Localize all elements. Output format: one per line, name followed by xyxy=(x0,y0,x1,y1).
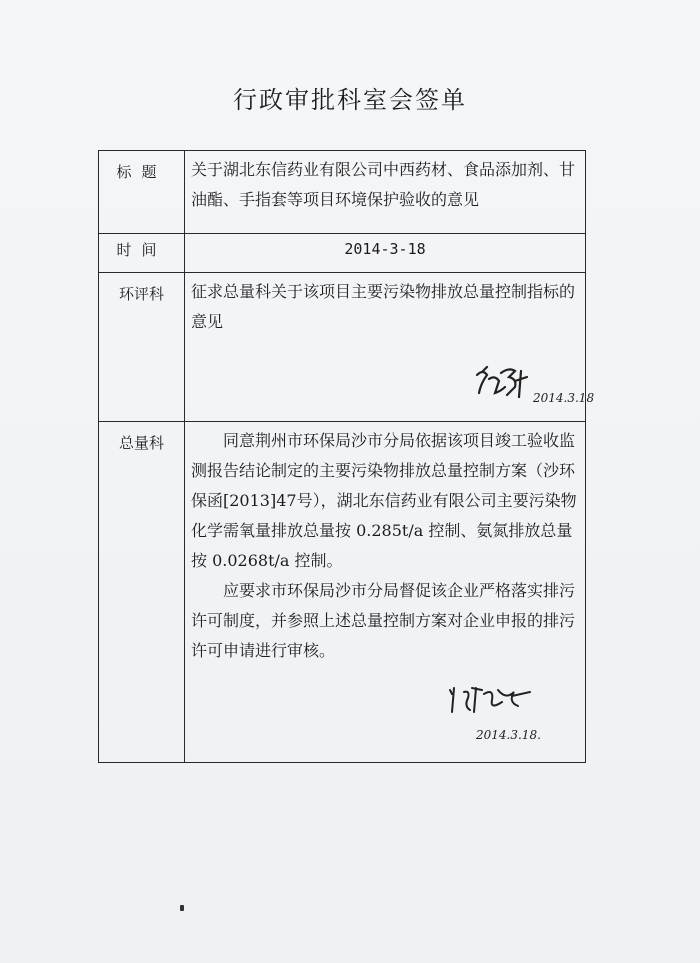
label-cell-time xyxy=(99,234,185,273)
value-title: 关于湖北东信药业有限公司中西药材、食品添加剂、甘油酯、手指套等项目环境保护验收的意见 xyxy=(185,151,586,234)
label-time: 时间 xyxy=(116,241,167,259)
label-title: 标题 xyxy=(116,163,167,181)
row-title xyxy=(99,151,586,234)
value-cell-total xyxy=(185,422,586,763)
label-cell-title xyxy=(99,151,185,234)
label-total: 总量科 xyxy=(118,434,164,452)
document-title: 行政审批科室会签单 xyxy=(233,86,467,114)
label-eia: 环评科 xyxy=(118,285,164,303)
total-opinion-paragraph-1: 同意荆州市环保局沙市分局依据该项目竣工验收监测报告结论制定的主要污染物排放总量控制方案（沙环保函[2013]47号），湖北东信药业有限公司主要污染物化学需氧量排放总量按 0.285t/a 控制、氨氮排放总量按 0.0268t/a 控制。 xyxy=(191,431,577,570)
eia-signature-date: 2014.3.18 xyxy=(533,391,595,405)
value-cell-eia xyxy=(185,273,595,422)
row-time xyxy=(99,234,586,273)
handwritten-signature-icon xyxy=(473,365,533,399)
countersign-table xyxy=(98,150,595,763)
row-eia xyxy=(99,273,586,422)
value-time: 2014-3-18 xyxy=(185,234,586,273)
total-opinion-paragraph-2: 应要求市环保局沙市分局督促该企业严格落实排污许可制度，并参照上述总量控制方案对企业申报的排污许可申请进行审核。 xyxy=(191,581,576,660)
eia-opinion: 征求总量科关于该项目主要污染物排放总量控制指标的意见 xyxy=(191,282,576,331)
paper-mark xyxy=(180,905,184,911)
row-total xyxy=(99,422,586,763)
total-signature-date: 2014.3.18. xyxy=(476,728,541,742)
label-cell-eia xyxy=(99,273,185,422)
eia-signature xyxy=(473,365,533,399)
total-signature xyxy=(446,682,536,718)
handwritten-signature-icon xyxy=(446,682,536,718)
label-cell-total xyxy=(99,422,185,763)
